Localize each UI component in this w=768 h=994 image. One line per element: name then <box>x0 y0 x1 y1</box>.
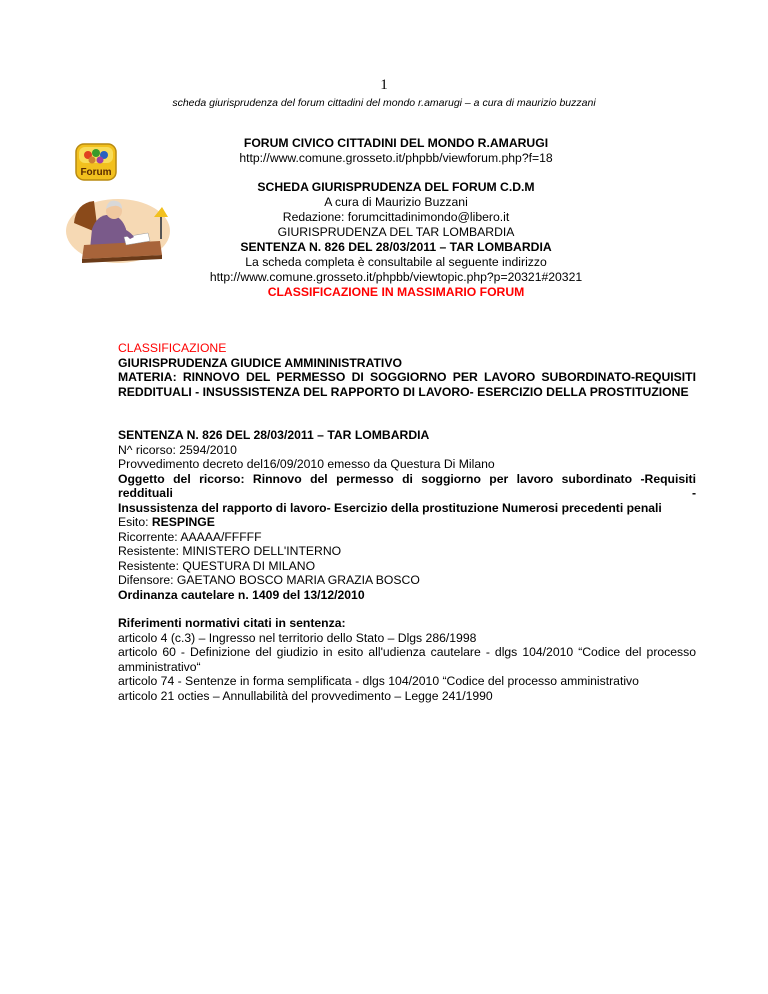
forum-title: FORUM CIVICO CITTADINI DEL MONDO R.AMARUGI <box>243 136 549 150</box>
classificazione-massimario: CLASSIFICAZIONE IN MASSIMARIO FORUM <box>267 285 525 299</box>
giurisprudenza-line: GIURISPRUDENZA DEL TAR LOMBARDIA <box>277 225 515 239</box>
running-header: scheda giurisprudenza del forum cittadini del mondo r.amarugi – a cura di maurizio buzzani <box>172 97 596 109</box>
ricorrente-line: Ricorrente: AAAAA/FFFFF <box>118 529 262 544</box>
riferimento-art60-line-2: amministrativo“ <box>118 659 201 674</box>
consultabile-line: La scheda completa è consultabile al seguente indirizzo <box>245 255 547 269</box>
riferimento-art60-line-1: articolo 60 - Definizione del giudizio in esito all'udienza cautelare - dlgs 104/2010 “Codice del processo <box>118 645 696 659</box>
page-number: 1 <box>380 77 388 93</box>
materia-line-2: REDDITUALI - INSUSSISTENZA DEL RAPPORTO DI LAVORO- ESERCIZIO DELLA PROSTITUZIONE <box>118 384 689 399</box>
riferimento-art4: articolo 4 (c.3) – Ingresso nel territorio dello Stato – Dlgs 286/1998 <box>118 630 477 645</box>
scheda-title: SCHEDA GIURISPRUDENZA DEL FORUM C.D.M <box>257 180 535 194</box>
resistente-line-2: Resistente: QUESTURA DI MILANO <box>118 558 316 573</box>
provvedimento-line: Provvedimento decreto del16/09/2010 emesso da Questura Di Milano <box>118 457 495 471</box>
esito-label: Esito: <box>118 515 152 529</box>
ricorso-line: N^ ricorso: 2594/2010 <box>118 442 237 457</box>
forum-url[interactable]: http://www.comune.grosseto.it/phpbb/viewforum.php?f=18 <box>239 151 553 165</box>
materia-line-1: MATERIA: RINNOVO DEL PERMESSO DI SOGGIORNO PER LAVORO SUBORDINATO-REQUISITI <box>118 370 696 384</box>
esito-value: RESPINGE <box>151 515 215 529</box>
redazione-line[interactable]: Redazione: forumcittadinimondo@libero.it <box>282 210 510 224</box>
forum-logo-text: Forum <box>80 167 112 178</box>
esito-line <box>118 515 696 530</box>
difensore-line: Difensore: GAETANO BOSCO MARIA GRAZIA BOSCO <box>118 573 420 587</box>
oggetto-line-2: Insussistenza del rapporto di lavoro- Esercizio della prostituzione Numerosi precedenti penali <box>118 500 662 515</box>
sentenza-title: SENTENZA N. 826 DEL 28/03/2011 – TAR LOMBARDIA <box>118 428 430 442</box>
main-content <box>118 341 696 703</box>
topic-url[interactable]: http://www.comune.grosseto.it/phpbb/viewtopic.php?p=20321#20321 <box>209 270 583 284</box>
forum-logo-icon <box>74 142 118 182</box>
intro-block <box>180 136 612 300</box>
riferimento-art21: articolo 21 octies – Annullabilità del provvedimento – Legge 241/1990 <box>118 688 493 703</box>
giudice-line: GIURISPRUDENZA GIUDICE AMMININISTRATIVO <box>118 355 402 370</box>
classificazione-label: CLASSIFICAZIONE <box>118 341 227 355</box>
ordinanza-line: Ordinanza cautelare n. 1409 del 13/12/2010 <box>118 587 365 602</box>
oggetto-line-1: Oggetto del ricorso: Rinnovo del permesso di soggiorno per lavoro subordinato -Requisiti reddituali - <box>118 471 696 500</box>
curator-line: A cura di Maurizio Buzzani <box>324 195 468 209</box>
riferimenti-title: Riferimenti normativi citati in sentenza: <box>118 616 346 630</box>
sentenza-line: SENTENZA N. 826 DEL 28/03/2011 – TAR LOMBARDIA <box>240 240 552 254</box>
resistente-line-1: Resistente: MINISTERO DELL'INTERNO <box>118 544 342 558</box>
judge-illustration-icon <box>64 193 172 265</box>
riferimento-art74: articolo 74 - Sentenze in forma semplificata - dlgs 104/2010 “Codice del processo amministrativo <box>118 674 639 688</box>
